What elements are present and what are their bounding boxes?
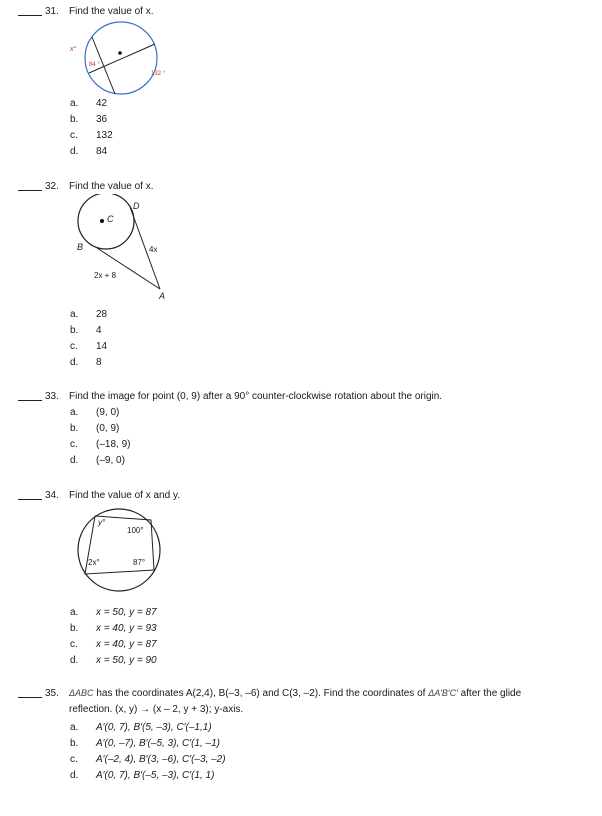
- question-number-32: 32.: [45, 181, 59, 192]
- option-letter: b.: [70, 325, 79, 336]
- chord-31-b: [89, 44, 155, 73]
- label-34-87: 87°: [133, 558, 146, 567]
- triangle-abc: ΔABC: [69, 688, 94, 698]
- question-prompt-34: Find the value of x and y.: [69, 490, 180, 501]
- option-value: A′(–2, 4), B′(3, –6), C′(–3, –2): [96, 754, 226, 765]
- option-value: x = 40, y = 87: [96, 639, 157, 650]
- question-number-35: 35.: [45, 688, 59, 699]
- option-value: A′(0, 7), B′(5, –3), C′(–1,1): [96, 722, 212, 733]
- option-value: 8: [96, 357, 102, 368]
- option-value: A′(0, 7), B′(–5, –3), C′(1, 1): [96, 770, 215, 781]
- label-31-arc-left: 84 °: [89, 62, 100, 68]
- option-letter: b.: [70, 114, 79, 125]
- option-value: x = 40, y = 93: [96, 623, 157, 634]
- option-value: 132: [96, 130, 113, 141]
- option-value: A′(0, –7), B′(–5, 3), C′(1, –1): [96, 738, 221, 749]
- question-number-33: 33.: [45, 391, 59, 402]
- option-letter: b.: [70, 738, 79, 749]
- option-value: 84: [96, 146, 108, 157]
- label-31-x: x°: [70, 46, 77, 53]
- option-letter: a.: [70, 722, 79, 733]
- label-34-100: 100°: [127, 526, 144, 535]
- figure-32-tangents: [66, 194, 186, 306]
- answer-blank-31[interactable]: [18, 15, 42, 16]
- option-letter: c.: [70, 754, 78, 765]
- figure-31-circle-chords: [66, 18, 176, 98]
- option-letter: d.: [70, 655, 79, 666]
- question-prompt-31: Find the value of x.: [69, 6, 154, 17]
- label-32-b: B: [77, 242, 84, 252]
- question-number-34: 34.: [45, 490, 59, 501]
- option-value: (–9, 0): [96, 455, 125, 466]
- option-value: (0, 9): [96, 423, 120, 434]
- triangle-abc-prime: ΔA′B′C′: [428, 688, 458, 698]
- option-value: x = 50, y = 90: [96, 655, 157, 666]
- figure-34-inscribed-quadrilateral: [74, 505, 166, 595]
- option-letter: c.: [70, 439, 78, 450]
- question-prompt-32: Find the value of x.: [69, 181, 154, 192]
- option-value: 14: [96, 341, 108, 352]
- option-letter: c.: [70, 639, 78, 650]
- option-value: 28: [96, 309, 108, 320]
- option-letter: b.: [70, 423, 79, 434]
- option-letter: c.: [70, 130, 78, 141]
- label-34-2x: 2x°: [88, 558, 100, 567]
- option-letter: a.: [70, 309, 79, 320]
- option-value: 42: [96, 98, 108, 109]
- answer-blank-34[interactable]: [18, 499, 42, 500]
- option-value: 4: [96, 325, 102, 336]
- option-letter: a.: [70, 407, 79, 418]
- label-34-y: y°: [98, 518, 106, 527]
- option-value: (9, 0): [96, 407, 120, 418]
- option-value: 36: [96, 114, 108, 125]
- center-dot-32: [100, 219, 104, 223]
- label-31-arc-right: 132 °: [151, 71, 166, 77]
- label-32-a: A: [159, 291, 166, 301]
- circle-32: [78, 194, 134, 249]
- center-dot-31: [118, 51, 122, 55]
- question-prompt-35-line1: [69, 688, 521, 699]
- option-letter: a.: [70, 98, 79, 109]
- option-letter: d.: [70, 146, 79, 157]
- option-letter: d.: [70, 357, 79, 368]
- label-32-2x8: 2x + 8: [94, 271, 117, 280]
- tangent-32-ba: [97, 248, 160, 289]
- option-letter: d.: [70, 770, 79, 781]
- option-letter: b.: [70, 623, 79, 634]
- answer-blank-32[interactable]: [18, 190, 42, 191]
- question-number-31: 31.: [45, 6, 59, 17]
- circle-34: [78, 509, 160, 591]
- question-prompt-33: Find the image for point (0, 9) after a 90° counter-clockwise rotation about the origin.: [69, 391, 443, 402]
- option-letter: a.: [70, 607, 79, 618]
- label-32-d: D: [133, 201, 140, 211]
- prompt-35-part2: after the glide: [460, 688, 522, 699]
- question-prompt-35-line2: reflection. (x, y) → (x – 2, y + 3); y-axis.: [69, 704, 244, 715]
- circle-31: [85, 22, 157, 94]
- answer-blank-33[interactable]: [18, 400, 42, 401]
- option-letter: c.: [70, 341, 78, 352]
- prompt-35-part1: has the coordinates A(2,4), B(–3, –6) and C(3, –2). Find the coordinates of: [96, 688, 426, 699]
- label-32-4x: 4x: [149, 245, 158, 254]
- option-value: (–18, 9): [96, 439, 131, 450]
- answer-blank-35[interactable]: [18, 697, 42, 698]
- option-value: x = 50, y = 87: [96, 607, 157, 618]
- label-32-c: C: [107, 214, 114, 224]
- option-letter: d.: [70, 455, 79, 466]
